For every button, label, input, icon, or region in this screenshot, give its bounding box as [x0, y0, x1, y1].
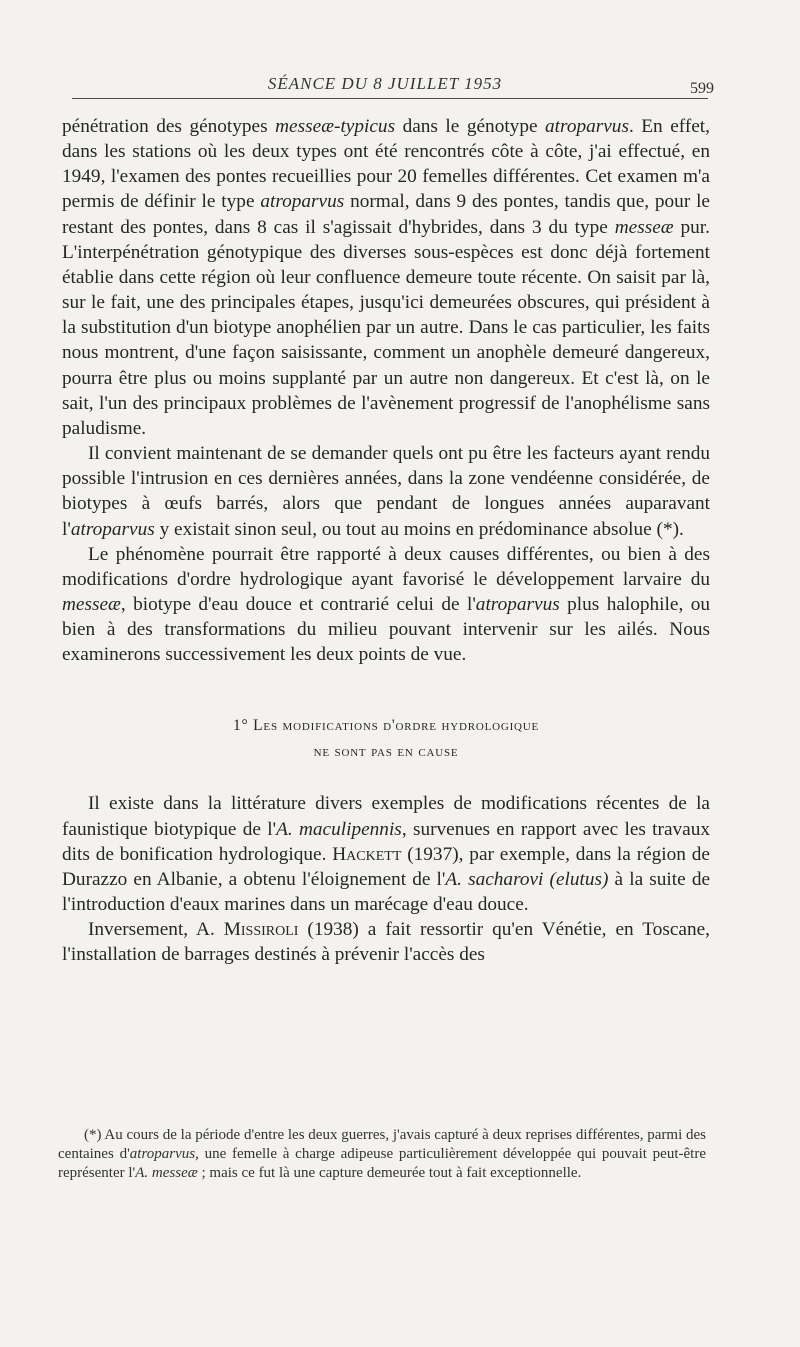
italic-term: atroparvus	[545, 116, 629, 137]
italic-term: atroparvus	[70, 518, 155, 540]
section-heading	[62, 713, 710, 765]
section-heading-line: ne sont pas en cause	[313, 743, 459, 761]
page-number: 599	[690, 80, 714, 97]
paragraph	[62, 542, 710, 668]
footnote-text	[58, 1126, 706, 1183]
text-run: Le phénomène pourrait être rapporté à deux causes différentes, ou bien à des modifications d'ordre hydrologique ayant favorisé le développement larvaire du	[62, 543, 710, 590]
text-run: dans le génotype	[395, 116, 546, 137]
italic-term: A. maculipennis	[276, 818, 402, 840]
text-run: ; mais ce fut là une capture demeurée tout à fait exceptionnelle.	[197, 1165, 582, 1181]
author-name: Hackett	[332, 843, 402, 865]
text-run: , une femelle à charge adipeuse particulièrement développée qui pouvait peut-être représenter l'	[58, 1146, 706, 1181]
text-run: pénétration des génotypes	[62, 116, 276, 137]
text-run: normal, dans 9 des pontes, tandis que, pour le restant des pontes, dans 8 cas il s'agissait d'hybrides, dans 3 du type	[62, 191, 710, 238]
italic-term: messeæ	[614, 216, 674, 238]
text-run: (1938) a fait ressortir qu'en Vénétie, en Toscane, l'installation de barrages destinés à prévenir l'accès des	[62, 919, 711, 966]
text-run: pur. L'interpénétration génotypique des diverses sous-espèces est donc déjà fortement établie dans cette région où leur confluence demeure toute récente. On saisit par là, sur le fait, une des principales étapes, jusqu'ici demeurées obscures, qui président à la substitution d'un biotype anophélien par un autre. Dans le cas particulier, les faits nous montrent, d'une façon saisissante, comment un anophèle demeuré dangereux, pourra être plus ou moins supplanté par un autre non dangereux. Et c'est là, on le sait, l'un des principaux problèmes de l'avènement progressif de l'anophélisme sans paludisme.	[62, 216, 710, 439]
text-run: y existait sinon seul, ou tout au moins en prédominance absolue (*).	[154, 518, 684, 540]
section-heading-line: 1° Les modifications d'ordre hydrologique	[232, 717, 540, 735]
text-run: , survenues en rapport avec les travaux dits de bonification hydrologique.	[62, 818, 710, 865]
author-name: Missiroli	[223, 919, 299, 941]
paragraph	[62, 791, 710, 917]
footnote	[58, 1126, 706, 1183]
italic-term: atroparvus	[129, 1146, 196, 1162]
page-header	[60, 74, 714, 98]
running-head: SÉANCE DU 8 JUILLET 1953	[267, 74, 503, 93]
italic-term: atroparvus	[475, 593, 560, 615]
paragraph	[62, 114, 710, 441]
paragraph	[62, 441, 710, 542]
italic-term: messeæ-typicus	[275, 116, 396, 137]
text-run: (1937), par exemple, dans la région de Durazzo en Albanie, a obtenu l'éloignement de l'	[62, 843, 710, 890]
italic-term: messeæ	[62, 593, 121, 615]
text-run: , biotype d'eau douce et contrarié celui de l'	[120, 593, 476, 615]
text-run: Il existe dans la littérature divers exemples de modifications récentes de la faunistique biotypique de l'	[62, 793, 710, 840]
header-rule	[72, 98, 708, 99]
text-run: plus halophile, ou bien à des transformations du milieu pouvant intervenir sur les ailés. Nous examinerons successivement les deux points de vue.	[62, 593, 710, 666]
italic-term: A. messeæ	[135, 1165, 198, 1181]
italic-term: A. sacharovi (elutus)	[445, 868, 609, 890]
text-run: Inversement, A.	[88, 919, 224, 941]
body-text	[62, 114, 710, 968]
text-run: (*) Au cours de la période d'entre les deux guerres, j'avais capturé à deux reprises différentes, parmi des centaines d'	[58, 1127, 706, 1162]
text-run: . En effet, dans les stations où les deux types ont été rencontrés côte à côte, j'ai effectué, en 1949, l'examen des pontes recueillies pour 20 femelles différentes. Cet examen m'a permis de définir le type	[62, 116, 710, 213]
italic-term: atroparvus	[260, 191, 345, 213]
text-run: à la suite de l'introduction d'eaux marines dans un marécage d'eau douce.	[62, 868, 711, 916]
text-run: Il convient maintenant de se demander quels ont pu être les facteurs ayant rendu possible l'intrusion en ces dernières années, dans la zone vendéenne considérée, de biotypes à œufs barrés, alors que pendant de longues années auparavant l'	[62, 443, 710, 540]
paragraph	[62, 917, 710, 967]
